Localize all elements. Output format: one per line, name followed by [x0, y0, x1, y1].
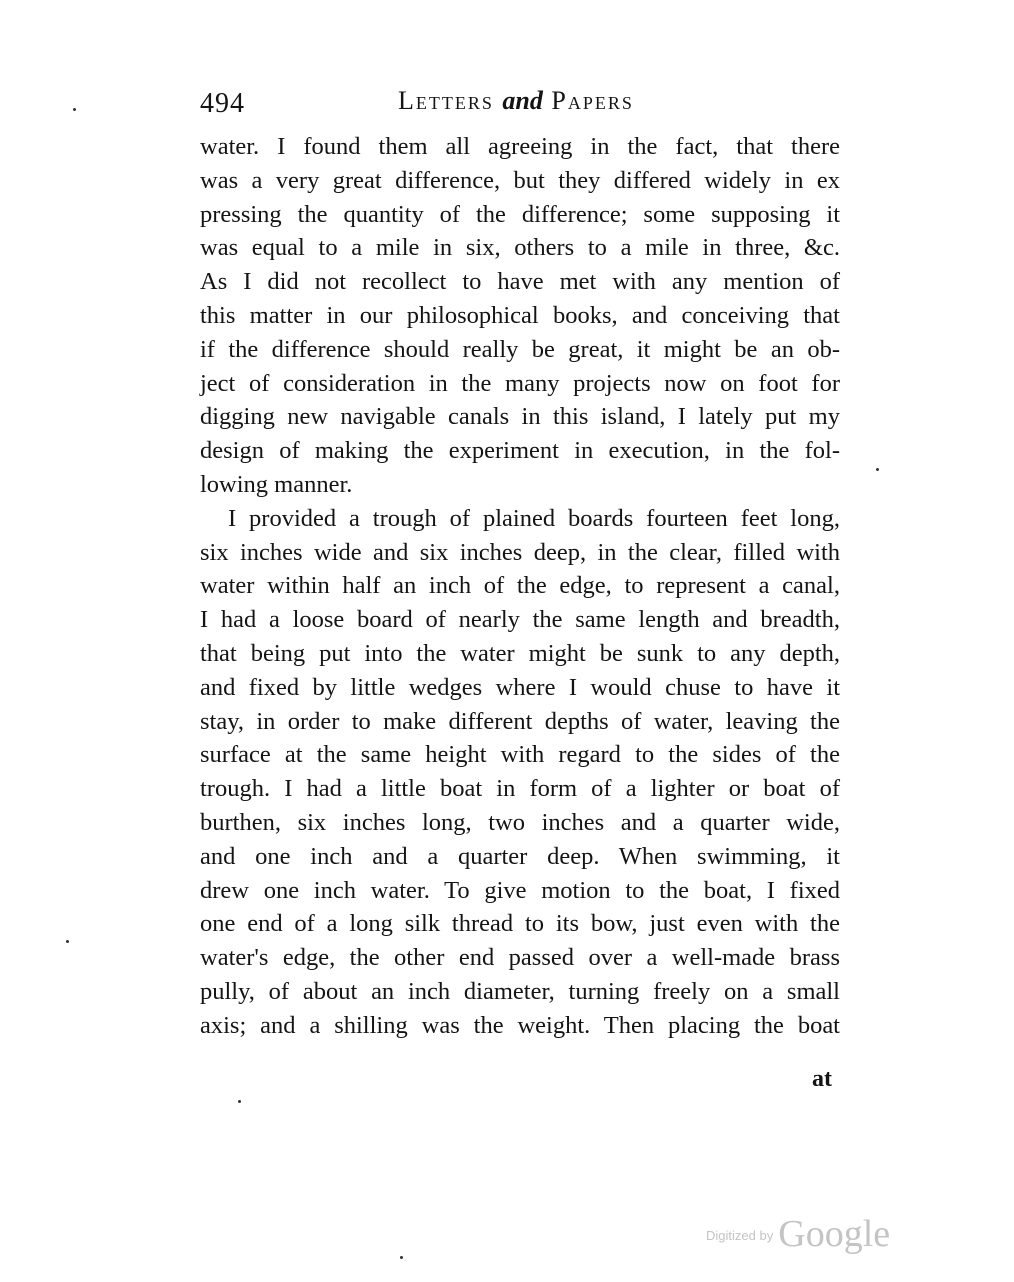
text-line: stay, in order to make different depths of water, leaving the	[200, 707, 840, 735]
running-head	[200, 82, 840, 126]
text-line: drew one inch water. To give motion to the boat, I fixed	[200, 876, 840, 904]
google-logo: Google	[778, 1213, 891, 1255]
text-line: pressing the quantity of the difference; some supposing it	[200, 200, 840, 228]
text-line: surface at the same height with regard to the sides of the	[200, 741, 840, 769]
digitized-by-label: Digitized by	[706, 1228, 774, 1243]
text-line: water within half an inch of the edge, to represent a canal,	[200, 572, 840, 600]
text-line: pully, of about an inch diameter, turning freely on a small	[200, 977, 840, 1005]
text-line: axis; and a shilling was the weight. Then placing the boat	[200, 1011, 840, 1039]
text-line: water. I found them all agreeing in the fact, that there	[200, 133, 840, 160]
catchword: at	[812, 1066, 832, 1092]
text-line: was a very great difference, but they differed widely in ex	[200, 166, 840, 194]
text-line: design of making the experiment in execution, in the fol-	[200, 437, 840, 465]
running-title	[398, 86, 634, 116]
text-line: and one inch and a quarter deep. When swimming, it	[200, 842, 840, 870]
scan-speck	[73, 108, 76, 111]
text-line: one end of a long silk thread to its bow, just even with the	[200, 910, 840, 938]
text-line: burthen, six inches long, two inches and a quarter wide,	[200, 808, 840, 836]
text-line: and fixed by little wedges where I would chuse to have it	[200, 673, 840, 701]
text-line: lowing manner.	[200, 470, 353, 498]
scan-speck	[66, 940, 69, 943]
text-line: As I did not recollect to have met with any mention of	[200, 268, 840, 296]
digitized-watermark	[706, 1212, 890, 1256]
text-line: I had a loose board of nearly the same length and breadth,	[200, 606, 840, 634]
scan-speck	[876, 468, 879, 471]
running-title-papers: Papers	[551, 86, 634, 115]
text-line: was equal to a mile in six, others to a mile in three, &c.	[200, 234, 840, 262]
text-line: digging new navigable canals in this island, I lately put my	[200, 403, 840, 431]
text-line: trough. I had a little boat in form of a lighter or boat of	[200, 775, 840, 803]
text-line: that being put into the water might be sunk to any depth,	[200, 639, 840, 667]
running-title-and: and	[502, 86, 543, 115]
text-line: ject of consideration in the many projects now on foot for	[200, 369, 840, 397]
scan-speck	[400, 1256, 403, 1259]
text-line: six inches wide and six inches deep, in the clear, filled with	[200, 538, 840, 566]
text-line: if the difference should really be great, it might be an ob-	[200, 335, 840, 363]
running-title-letters: Letters	[398, 86, 494, 115]
body-text	[200, 130, 840, 1043]
scan-speck	[238, 1100, 241, 1103]
paragraph-start-line: I provided a trough of plained boards fourteen feet long,	[228, 504, 840, 532]
text-line: this matter in our philosophical books, and conceiving that	[200, 301, 840, 329]
text-line: water's edge, the other end passed over a well-made brass	[200, 944, 840, 972]
page-number: 494	[200, 88, 245, 119]
